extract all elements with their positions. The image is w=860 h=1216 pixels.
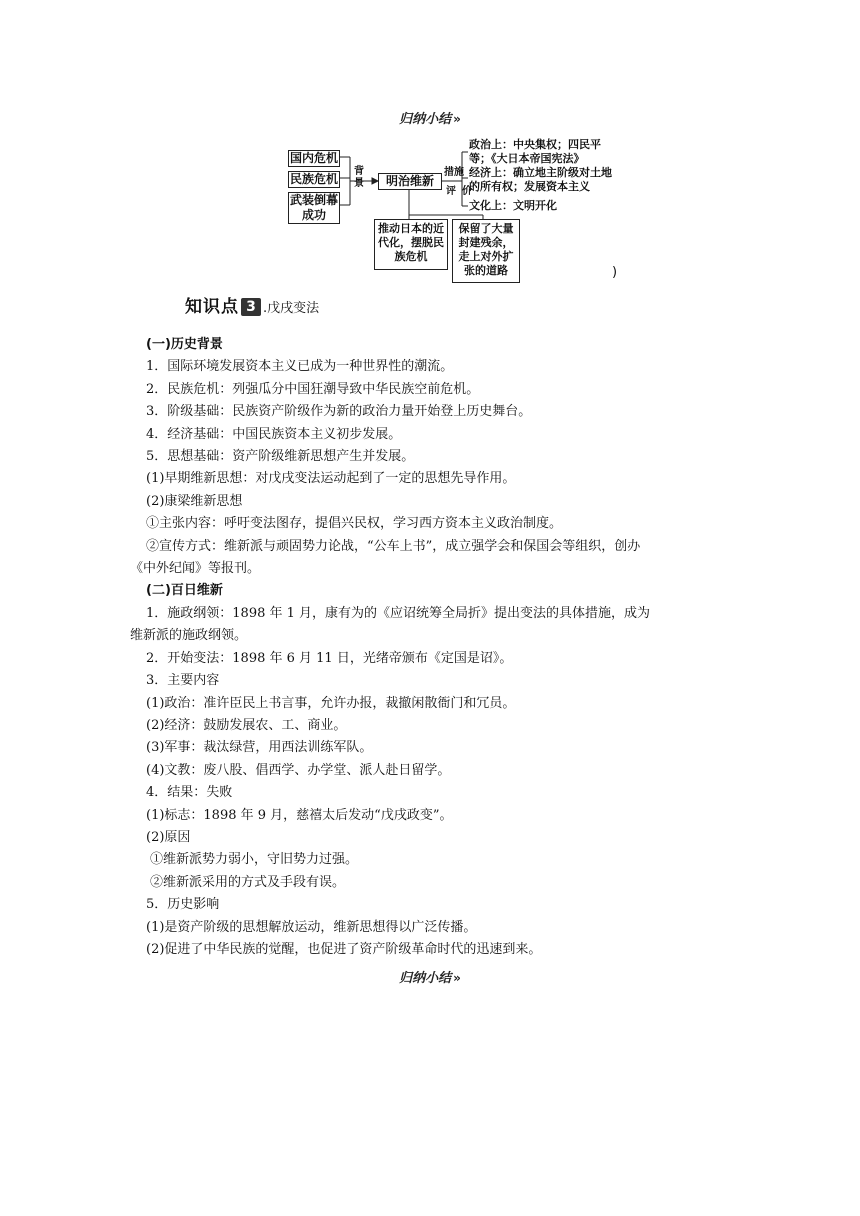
paragraph: (2)康梁维新思想 xyxy=(146,493,243,509)
paragraph: 2．开始变法：1898 年 6 月 11 日，光绪帝颁布《定国是诏》。 xyxy=(146,650,513,666)
summary-arrow-icon-bottom: » xyxy=(453,971,461,985)
cause-box-armed-overthrow: 武装倒幕成功 xyxy=(289,193,338,222)
paragraph: 《中外纪闻》等报刊。 xyxy=(130,561,261,577)
section-subheading: (二)百日维新 xyxy=(146,583,223,599)
paragraph: ②宣传方式：维新派与顽固势力论战，“公车上书”，成立强学会和保国会等组织，创办 xyxy=(146,538,641,554)
stray-paren: ) xyxy=(612,265,618,280)
paragraph: ①维新派势力弱小，守旧势力过强。 xyxy=(150,852,359,868)
paragraph: 3．主要内容 xyxy=(146,673,220,689)
center-box-meiji: 明治维新 xyxy=(378,173,442,190)
paragraph: 4．经济基础：中国民族资本主义初步发展。 xyxy=(146,426,402,442)
measure-economic: 经济上：确立地主阶级对土地的所有权；发展资本主义 xyxy=(469,166,612,193)
paragraph: (2)促进了中华民族的觉醒，也促进了资产阶级革命时代的迅速到来。 xyxy=(146,941,542,957)
cause-box-national-crisis: 民族危机 xyxy=(289,172,338,186)
paragraph: 4．结果：失败 xyxy=(146,785,233,801)
paragraph: (1)早期维新思想：对戊戌变法运动起到了一定的思想先导作用。 xyxy=(146,471,516,487)
summary-label-bottom xyxy=(0,967,860,986)
paragraph: 5．思想基础：资产阶级维新思想产生并发展。 xyxy=(146,449,415,465)
summary-label-text-bottom: 归纳小结 xyxy=(399,971,452,986)
paragraph: (2)经济：鼓励发展农、工、商业。 xyxy=(146,717,347,733)
summary-arrow-icon: » xyxy=(453,112,461,126)
measure-political: 政治上：中央集权；四民平等；《大日本帝国宪法》 xyxy=(469,138,601,165)
section-title: .戊戌变法 xyxy=(263,301,320,316)
paragraph: (3)军事：裁汰绿营，用西法训练军队。 xyxy=(146,740,373,756)
section-prefix: 知识点 xyxy=(185,297,239,317)
paragraph: ②维新派采用的方式及手段有误。 xyxy=(150,874,346,890)
cause-box-domestic-crisis: 国内危机 xyxy=(289,151,338,165)
background-label: 背景 xyxy=(354,166,364,189)
evaluation-positive-box: 推动日本的近代化，摆脱民族危机 xyxy=(374,219,448,270)
paragraph: 维新派的施政纲领。 xyxy=(130,628,248,644)
summary-label-text: 归纳小结 xyxy=(399,112,452,127)
evaluation-label: 评价 xyxy=(446,186,478,197)
paragraph: (1)标志：1898 年 9 月，慈禧太后发动“戊戌政变”。 xyxy=(146,807,453,823)
section-subheading: (一)历史背景 xyxy=(146,337,223,352)
paragraph: (1)是资产阶级的思想解放运动，维新思想得以广泛传播。 xyxy=(146,919,477,935)
paragraph: 5．历史影响 xyxy=(146,897,220,913)
paragraph: ①主张内容：呼吁变法图存，提倡兴民权，学习西方资本主义政治制度。 xyxy=(146,516,563,532)
section-heading xyxy=(185,292,319,317)
paragraph: 1．施政纲领：1898 年 1 月，康有为的《应诏统筹全局折》提出变法的具体措施，成为 xyxy=(146,605,651,621)
paragraph: 2．民族危机：列强瓜分中国狂潮导致中华民族空前危机。 xyxy=(146,381,480,397)
measures-label: 措施 xyxy=(444,167,464,178)
measure-cultural: 文化上：文明开化 xyxy=(469,199,557,212)
evaluation-negative-box: 保留了大量封建残余，走上对外扩张的道路 xyxy=(452,219,520,283)
paragraph: (2)原因 xyxy=(146,829,191,845)
section-number-badge: 3 xyxy=(241,298,261,316)
content-body xyxy=(130,334,730,961)
paragraph: 3．阶级基础：民族资产阶级作为新的政治力量开始登上历史舞台。 xyxy=(146,404,532,420)
paragraph: (4)文教：废八股、倡西学、办学堂、派人赴日留学。 xyxy=(146,762,451,778)
paragraph: (1)政治：准许臣民上书言事，允许办报，裁撤闲散衙门和冗员。 xyxy=(146,695,516,711)
paragraph: 1．国际环境发展资本主义已成为一种世界性的潮流。 xyxy=(146,359,454,375)
